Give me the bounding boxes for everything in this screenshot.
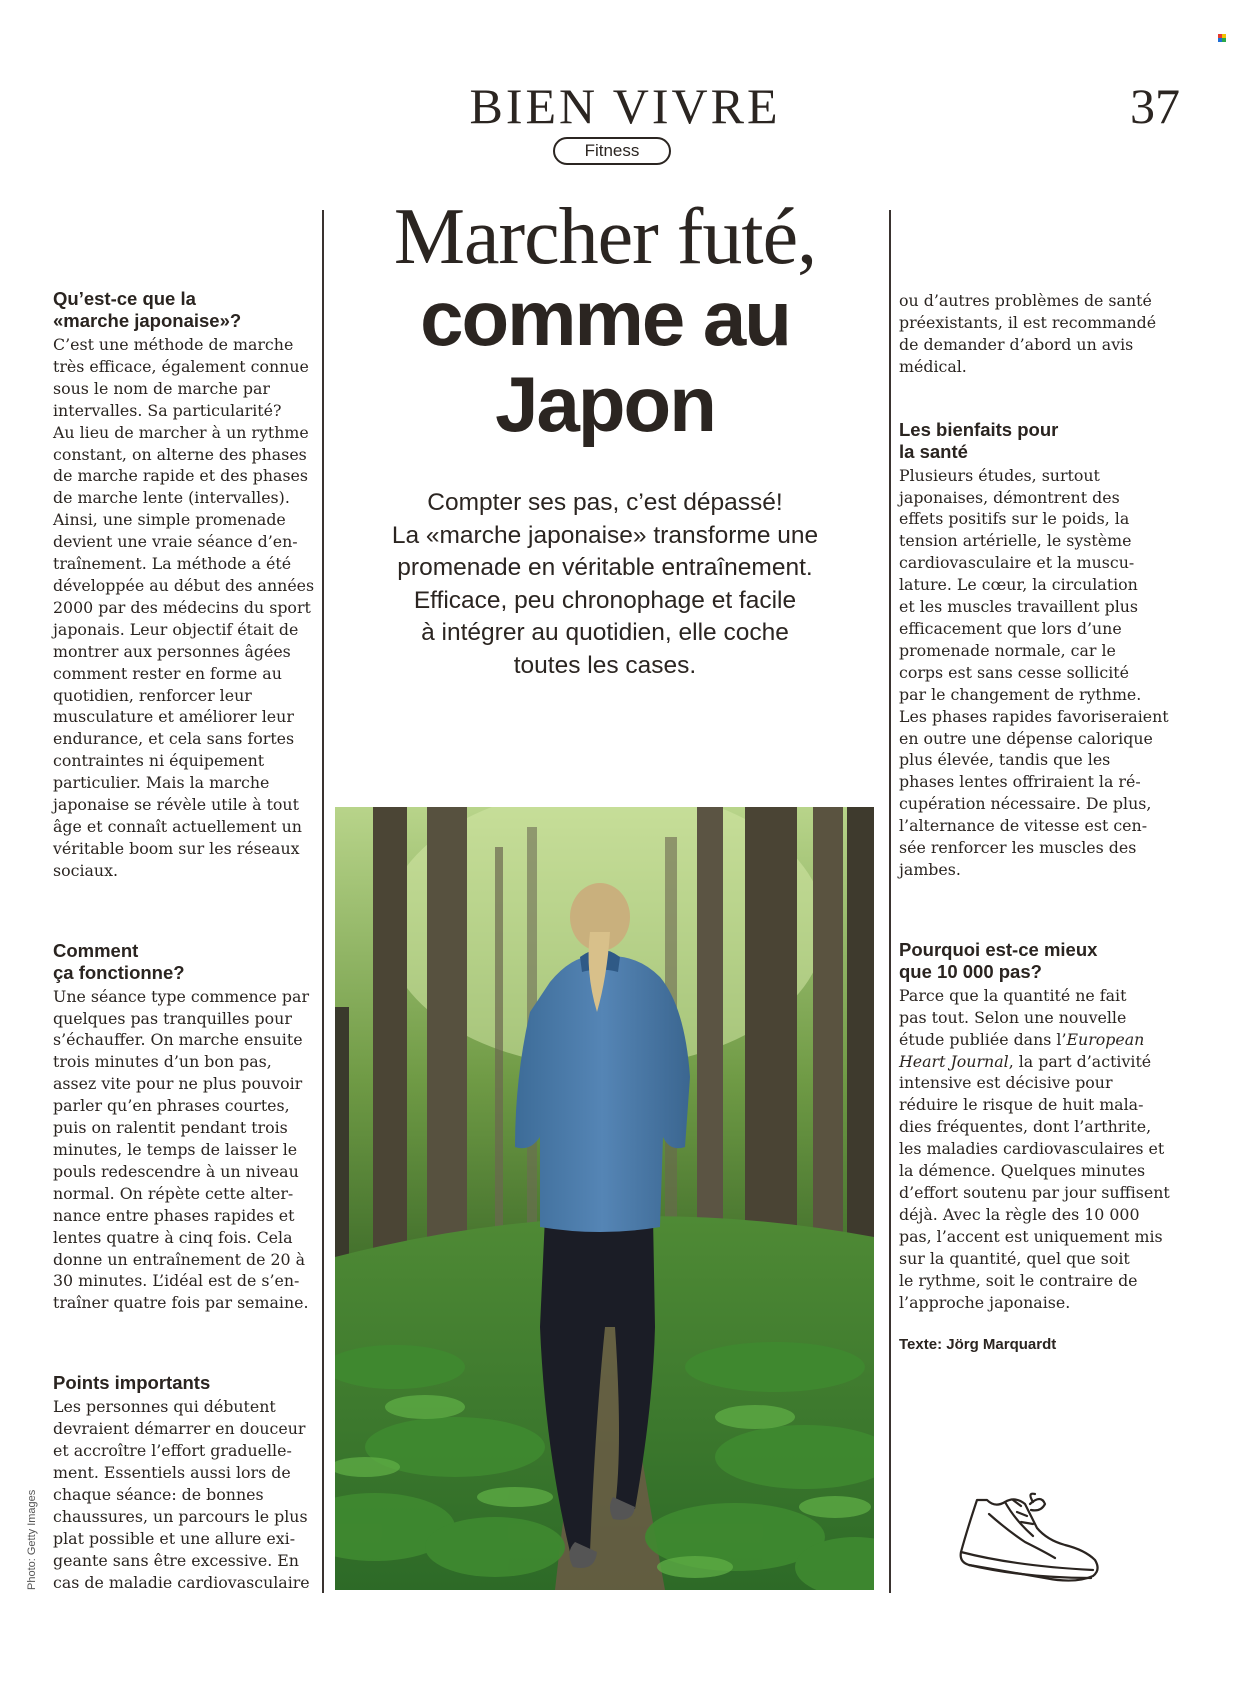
- paragraph-health-benefits: Plusieurs études, surtout japonaises, démontrent des effets positifs sur le poids, la tension artérielle, le système cardiovasculaire et la muscu- lature. Le cœur, la circulation et les muscles travaillent plus efficacement que lors d’une promenade normale, car le corps est sans cesse sollicité par le changement de rythme. Les phases rapides favoriseraient en outre une dépense calorique plus élevée, tandis que les phases lentes offriraient la ré- cupération nécessaire. De plus, l’alternance de vitesse est cen- sée renforcer les muscles des jambes.: [899, 465, 1169, 879]
- byline: Texte: Jörg Marquardt: [899, 1336, 1057, 1354]
- headline-line-1: Marcher futé,: [393, 193, 817, 281]
- paragraph-how-it-works: Une séance type commence par quelques pas tranquilles pour s’échauffer. On marche ensuite trois minutes d’un bon pas, assez vite pour ne plus pouvoir parler qu’en phrases courtes, puis on ralentit pendant trois minutes, le temps de laisser le pouls redescendre à un niveau normal. On répète cette alter- nance entre phases rapides et lentes quatre à cinq fois. Cela donne un entraînement de 20 à 30 minutes. L’idéal est de s’en- traîner quatre fois par semaine.: [53, 986, 310, 1313]
- journal-name: Heart Journal: [899, 1051, 1009, 1071]
- section-heading: Les bienfaits pour la santé: [899, 418, 1059, 462]
- color-registration-mark: [1218, 34, 1226, 42]
- right-column: [899, 290, 1199, 1356]
- photo-credit: Photo: Getty Images: [26, 1489, 38, 1590]
- paragraph-key-points: Les personnes qui débutent devraient démarrer en douceur et accroître l’effort graduelle- ment. Essentiels aussi lors de chaque séance: de bonnes chaussures, un parcours le plus plat possible et une allure exi- geante sans être excessive. En cas de maladie cardiovasculaire: [53, 1397, 310, 1592]
- lead-paragraph: Compter ses pas, c’est dépassé! La «marche japonaise» transforme une promenade en véritable entraînement. Efficace, peu chronophage et facile à intégrer au quotidien, elle coche toutes les cases.: [391, 489, 819, 679]
- left-column: [53, 288, 315, 1593]
- journal-name: European: [1066, 1029, 1145, 1049]
- section-heading: Qu’est-ce que la «marche japonaise»?: [53, 288, 242, 331]
- column-rule-left: [322, 210, 324, 1593]
- sneaker-icon: [955, 1490, 1105, 1590]
- headline-bold: comme au Japon: [420, 274, 790, 448]
- page-number: 37: [1130, 78, 1180, 134]
- section-heading: Pourquoi est-ce mieux que 10 000 pas?: [899, 938, 1098, 982]
- paragraph-continuation: ou d’autres problèmes de santé préexistants, il est recommandé de demander d’abord un avis médical.: [899, 291, 1157, 376]
- section-title: BIEN VIVRE: [469, 78, 781, 134]
- section-heading: Points importants: [53, 1372, 211, 1394]
- column-rule-right: [889, 210, 891, 1593]
- category-pill: Fitness: [553, 137, 671, 165]
- paragraph-why-better: Parce que la quantité ne fait pas tout. Selon une nouvelle étude publiée dans l’European Heart Journal, la part d’activité intensive est décisive pour réduire le risque de huit mala- dies fréquentes, dont l’arthrite, les maladies cardiovasculaires et la démence. Quelques minutes d’effort soutenu par jour suffisent déjà. Avec la règle des 10 000 pas, l’accent est uniquement mis sur la quantité, quel que soit le rythme, soit le contraire de l’approche japonaise.: [899, 985, 1170, 1312]
- paragraph-what-is-it: C’est une méthode de marche très efficace, également connue sous le nom de marche par intervalles. Sa particularité? Au lieu de marcher à un rythme constant, on alterne des phases de marche rapide et des phases de marche lente (intervalles). Ainsi, une simple promenade devient une vraie séance d’en- traînement. La méthode a été développée au début des années 2000 par des médecins du sport japonais. Leur objectif était de montrer aux personnes âgées comment rester en forme au quotidien, renforcer leur musculature et améliorer leur endurance, et cela sans fortes contraintes ni équipement particulier. Mais la marche japonaise se révèle utile à tout âge et connaît actuellement un véritable boom sur les réseaux sociaux.: [53, 335, 315, 880]
- section-heading: Comment ça fonctionne?: [53, 939, 185, 983]
- forest-walk-photo: [335, 807, 874, 1590]
